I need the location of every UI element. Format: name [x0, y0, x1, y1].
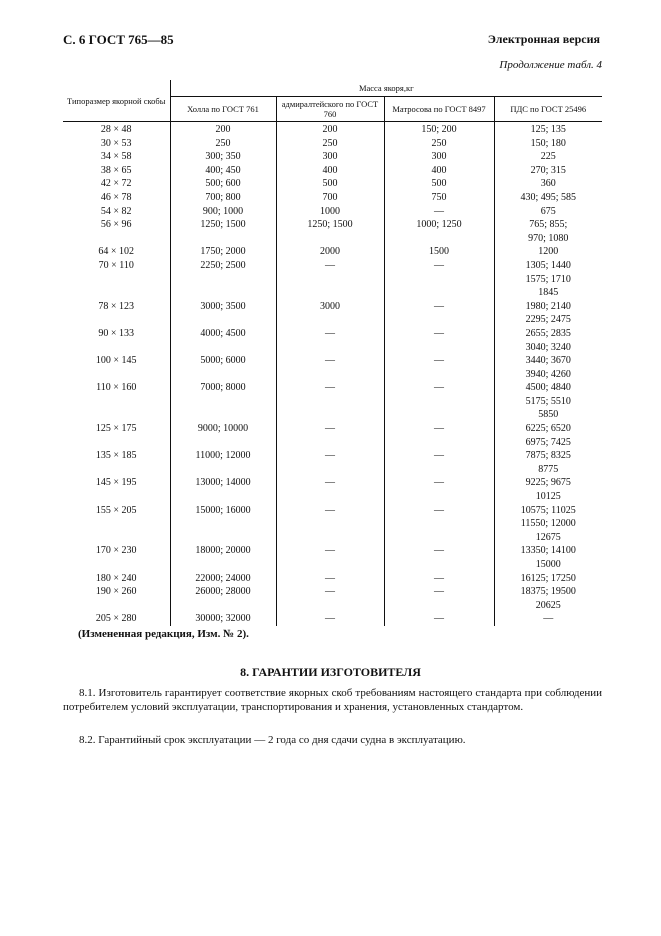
cell-matrosov: —	[384, 544, 494, 571]
cell-pds-line: 10125	[535, 491, 561, 503]
cell-pds-line: 225	[540, 151, 556, 163]
cell-holl: 15000; 16000	[170, 504, 276, 545]
cell-matrosov: —	[384, 476, 494, 503]
cell-holl: 200	[170, 122, 276, 137]
table-row	[63, 218, 602, 245]
cell-pds-line: 970; 1080	[528, 232, 569, 244]
cell-pds	[494, 544, 602, 571]
cell-pds-line: 1845	[538, 287, 559, 299]
cell-pds-line: 1980; 2140	[525, 300, 571, 312]
cell-pds-line: 3940; 4260	[525, 368, 571, 380]
cell-pds-line: 5850	[538, 409, 559, 421]
cell-size: 54 × 82	[100, 205, 132, 217]
col-header-matrosov: Матросова по ГОСТ 8497	[384, 97, 494, 122]
cell-matrosov: 300	[384, 150, 494, 164]
cell-pds	[494, 150, 602, 164]
cell-pds	[494, 327, 602, 354]
cell-admiralty: —	[276, 476, 384, 503]
cell-admiralty: —	[276, 381, 384, 422]
cell-pds	[494, 476, 602, 503]
cell-pds	[494, 164, 602, 178]
table-row	[63, 585, 602, 612]
cell-pds-line: 360	[540, 178, 556, 190]
cell-matrosov: —	[384, 259, 494, 300]
cell-holl: 26000; 28000	[170, 585, 276, 612]
table-row	[63, 504, 602, 545]
cell-matrosov: —	[384, 327, 494, 354]
cell-pds	[494, 422, 602, 449]
cell-admiralty: —	[276, 544, 384, 571]
cell-matrosov: —	[384, 381, 494, 422]
table-row	[63, 245, 602, 259]
cell-holl: 500; 600	[170, 177, 276, 191]
cell-pds-line: 11550; 12000	[520, 518, 576, 530]
cell-holl: 2250; 2500	[170, 259, 276, 300]
cell-pds-line: 765; 855;	[529, 219, 568, 231]
col-header-pds: ПДС по ГОСТ 25496	[494, 97, 602, 122]
cell-pds	[494, 504, 602, 545]
cell-pds-line: 9225; 9675	[525, 477, 571, 489]
cell-pds	[494, 612, 602, 626]
cell-size: 28 × 48	[100, 124, 132, 135]
cell-size: 100 × 145	[95, 355, 137, 367]
cell-admiralty: —	[276, 327, 384, 354]
cell-size: 56 × 96	[100, 219, 132, 231]
cell-admiralty: 200	[276, 122, 384, 137]
cell-pds-line: 270; 315	[530, 164, 566, 176]
cell-admiralty: —	[276, 612, 384, 626]
cell-pds-line: 4500; 4840	[525, 382, 571, 394]
cell-holl: 18000; 20000	[170, 544, 276, 571]
cell-size: 205 × 280	[95, 613, 137, 625]
table-row	[63, 191, 602, 205]
cell-pds-line: 430; 495; 585	[520, 191, 577, 203]
paragraph-8-1: 8.1. Изготовитель гарантирует соответствие якорных скоб требованиям настоящего стандарта при соблюдении потребителем условий эксплуатации, транспортирования и хранения, установленных стандартом.	[63, 687, 602, 713]
cell-admiralty: 2000	[276, 245, 384, 259]
cell-size: 190 × 260	[95, 586, 137, 598]
table-row	[63, 122, 602, 137]
cell-matrosov: —	[384, 354, 494, 381]
cell-matrosov: 150; 200	[384, 122, 494, 137]
cell-pds	[494, 177, 602, 191]
cell-pds-line: 7875; 8325	[525, 450, 571, 462]
cell-pds	[494, 205, 602, 219]
cell-admiralty: —	[276, 572, 384, 586]
cell-admiralty: 1250; 1500	[276, 218, 384, 245]
cell-size: 78 × 123	[98, 300, 135, 312]
cell-matrosov: —	[384, 504, 494, 545]
cell-holl: 900; 1000	[170, 205, 276, 219]
table-row	[63, 327, 602, 354]
table-header	[63, 80, 602, 122]
table-continuation-label: Продолжение табл. 4	[499, 59, 602, 71]
cell-holl: 700; 800	[170, 191, 276, 205]
table-row	[63, 164, 602, 178]
cell-matrosov: 750	[384, 191, 494, 205]
cell-matrosov: 1000; 1250	[384, 218, 494, 245]
cell-size: 170 × 230	[95, 545, 137, 557]
cell-pds	[494, 449, 602, 476]
cell-size: 155 × 205	[95, 504, 137, 516]
cell-matrosov: —	[384, 422, 494, 449]
table-row	[63, 449, 602, 476]
cell-holl: 1750; 2000	[170, 245, 276, 259]
cell-matrosov: —	[384, 612, 494, 626]
cell-pds-line: 2655; 2835	[525, 327, 571, 339]
cell-pds-line: 3040; 3240	[525, 341, 571, 353]
table-row	[63, 572, 602, 586]
cell-size: 30 × 53	[100, 137, 132, 149]
cell-pds	[494, 354, 602, 381]
paragraph-8-2: 8.2. Гарантийный срок эксплуатации — 2 года со дня сдачи судна в эксплуатацию.	[79, 734, 466, 746]
cell-size: 46 × 78	[100, 191, 132, 203]
cell-holl: 4000; 4500	[170, 327, 276, 354]
cell-pds	[494, 572, 602, 586]
cell-pds-line: 20625	[535, 599, 561, 611]
cell-pds-line: 6975; 7425	[525, 436, 571, 448]
cell-pds-line: 125; 135	[530, 124, 566, 135]
cell-pds-line: 13350; 14100	[520, 545, 576, 557]
cell-admiralty: 3000	[276, 300, 384, 327]
cell-pds	[494, 122, 602, 137]
page-header-right: Электронная версия	[487, 32, 600, 46]
cell-admiralty: —	[276, 259, 384, 300]
cell-holl: 1250; 1500	[170, 218, 276, 245]
col-header-holl: Холла по ГОСТ 761	[170, 97, 276, 122]
cell-pds-line: 8775	[538, 463, 559, 475]
col-header-admiralty: адмиралтейского по ГОСТ 760	[276, 97, 384, 122]
cell-size: 90 × 133	[98, 327, 135, 339]
col-header-size: Типоразмер якорной скобы	[63, 80, 170, 122]
cell-pds-line: 16125; 17250	[520, 572, 576, 584]
table-row	[63, 476, 602, 503]
table-body	[63, 122, 602, 626]
cell-pds	[494, 245, 602, 259]
cell-pds-line: 12675	[535, 531, 561, 543]
cell-pds-line: 2295; 2475	[525, 314, 571, 326]
cell-pds	[494, 191, 602, 205]
table-row	[63, 612, 602, 626]
cell-admiralty: 1000	[276, 205, 384, 219]
table-row	[63, 150, 602, 164]
table-row	[63, 544, 602, 571]
cell-matrosov: —	[384, 572, 494, 586]
cell-holl: 250	[170, 137, 276, 151]
cell-pds	[494, 300, 602, 327]
cell-pds-line: 3440; 3670	[525, 355, 571, 367]
cell-matrosov: —	[384, 300, 494, 327]
cell-matrosov: 500	[384, 177, 494, 191]
table-row	[63, 137, 602, 151]
cell-pds-line: —	[543, 613, 554, 625]
cell-matrosov: —	[384, 449, 494, 476]
cell-pds-line: 1200	[538, 246, 559, 258]
cell-pds-line: 6225; 6520	[525, 423, 571, 435]
cell-holl: 7000; 8000	[170, 381, 276, 422]
anchor-mass-table	[63, 80, 602, 626]
cell-admiralty: —	[276, 449, 384, 476]
cell-holl: 400; 450	[170, 164, 276, 178]
cell-admiralty: 700	[276, 191, 384, 205]
cell-size: 125 × 175	[95, 423, 137, 435]
cell-holl: 11000; 12000	[170, 449, 276, 476]
cell-admiralty: 500	[276, 177, 384, 191]
cell-pds	[494, 218, 602, 245]
cell-holl: 30000; 32000	[170, 612, 276, 626]
cell-size: 38 × 65	[100, 164, 132, 176]
cell-size: 135 × 185	[95, 450, 137, 462]
table-row	[63, 381, 602, 422]
cell-matrosov: 1500	[384, 245, 494, 259]
cell-admiralty: 250	[276, 137, 384, 151]
cell-matrosov: —	[384, 585, 494, 612]
cell-admiralty: 300	[276, 150, 384, 164]
cell-holl: 300; 350	[170, 150, 276, 164]
cell-holl: 3000; 3500	[170, 300, 276, 327]
table-row	[63, 300, 602, 327]
table-row	[63, 177, 602, 191]
cell-admiralty: —	[276, 504, 384, 545]
cell-holl: 22000; 24000	[170, 572, 276, 586]
table-row	[63, 259, 602, 300]
cell-size: 145 × 195	[95, 477, 137, 489]
cell-matrosov: —	[384, 205, 494, 219]
cell-admiralty: —	[276, 354, 384, 381]
cell-pds	[494, 585, 602, 612]
cell-size: 110 × 160	[96, 382, 137, 394]
cell-pds-line: 675	[540, 205, 556, 217]
cell-matrosov: 250	[384, 137, 494, 151]
cell-holl: 5000; 6000	[170, 354, 276, 381]
cell-holl: 9000; 10000	[170, 422, 276, 449]
cell-pds-line: 10575; 11025	[520, 504, 576, 516]
cell-pds-line: 150; 180	[530, 137, 566, 149]
section-title: 8. ГАРАНТИИ ИЗГОТОВИТЕЛЯ	[240, 665, 421, 679]
cell-size: 42 × 72	[100, 178, 132, 190]
table-row	[63, 354, 602, 381]
cell-pds	[494, 381, 602, 422]
cell-pds	[494, 259, 602, 300]
cell-holl: 13000; 14000	[170, 476, 276, 503]
cell-size: 70 × 110	[98, 259, 134, 271]
page-header-left: С. 6 ГОСТ 765—85	[63, 32, 174, 47]
cell-pds-line: 15000	[535, 559, 561, 570]
cell-matrosov: 400	[384, 164, 494, 178]
cell-admiralty: —	[276, 422, 384, 449]
cell-pds-line: 1305; 1440	[525, 259, 571, 271]
cell-size: 34 × 58	[100, 151, 132, 163]
cell-admiralty: —	[276, 585, 384, 612]
cell-pds-line: 1575; 1710	[525, 273, 571, 285]
table-row	[63, 422, 602, 449]
cell-pds-line: 18375; 19500	[520, 586, 576, 598]
cell-pds	[494, 137, 602, 151]
cell-size: 64 × 102	[98, 246, 135, 258]
table-row	[63, 205, 602, 219]
cell-pds-line: 5175; 5510	[525, 395, 571, 407]
col-group-header-mass: Масса якоря,кг	[170, 80, 602, 97]
cell-admiralty: 400	[276, 164, 384, 178]
cell-size: 180 × 240	[95, 572, 137, 584]
amendment-note: (Измененная редакция, Изм. № 2).	[78, 628, 249, 640]
